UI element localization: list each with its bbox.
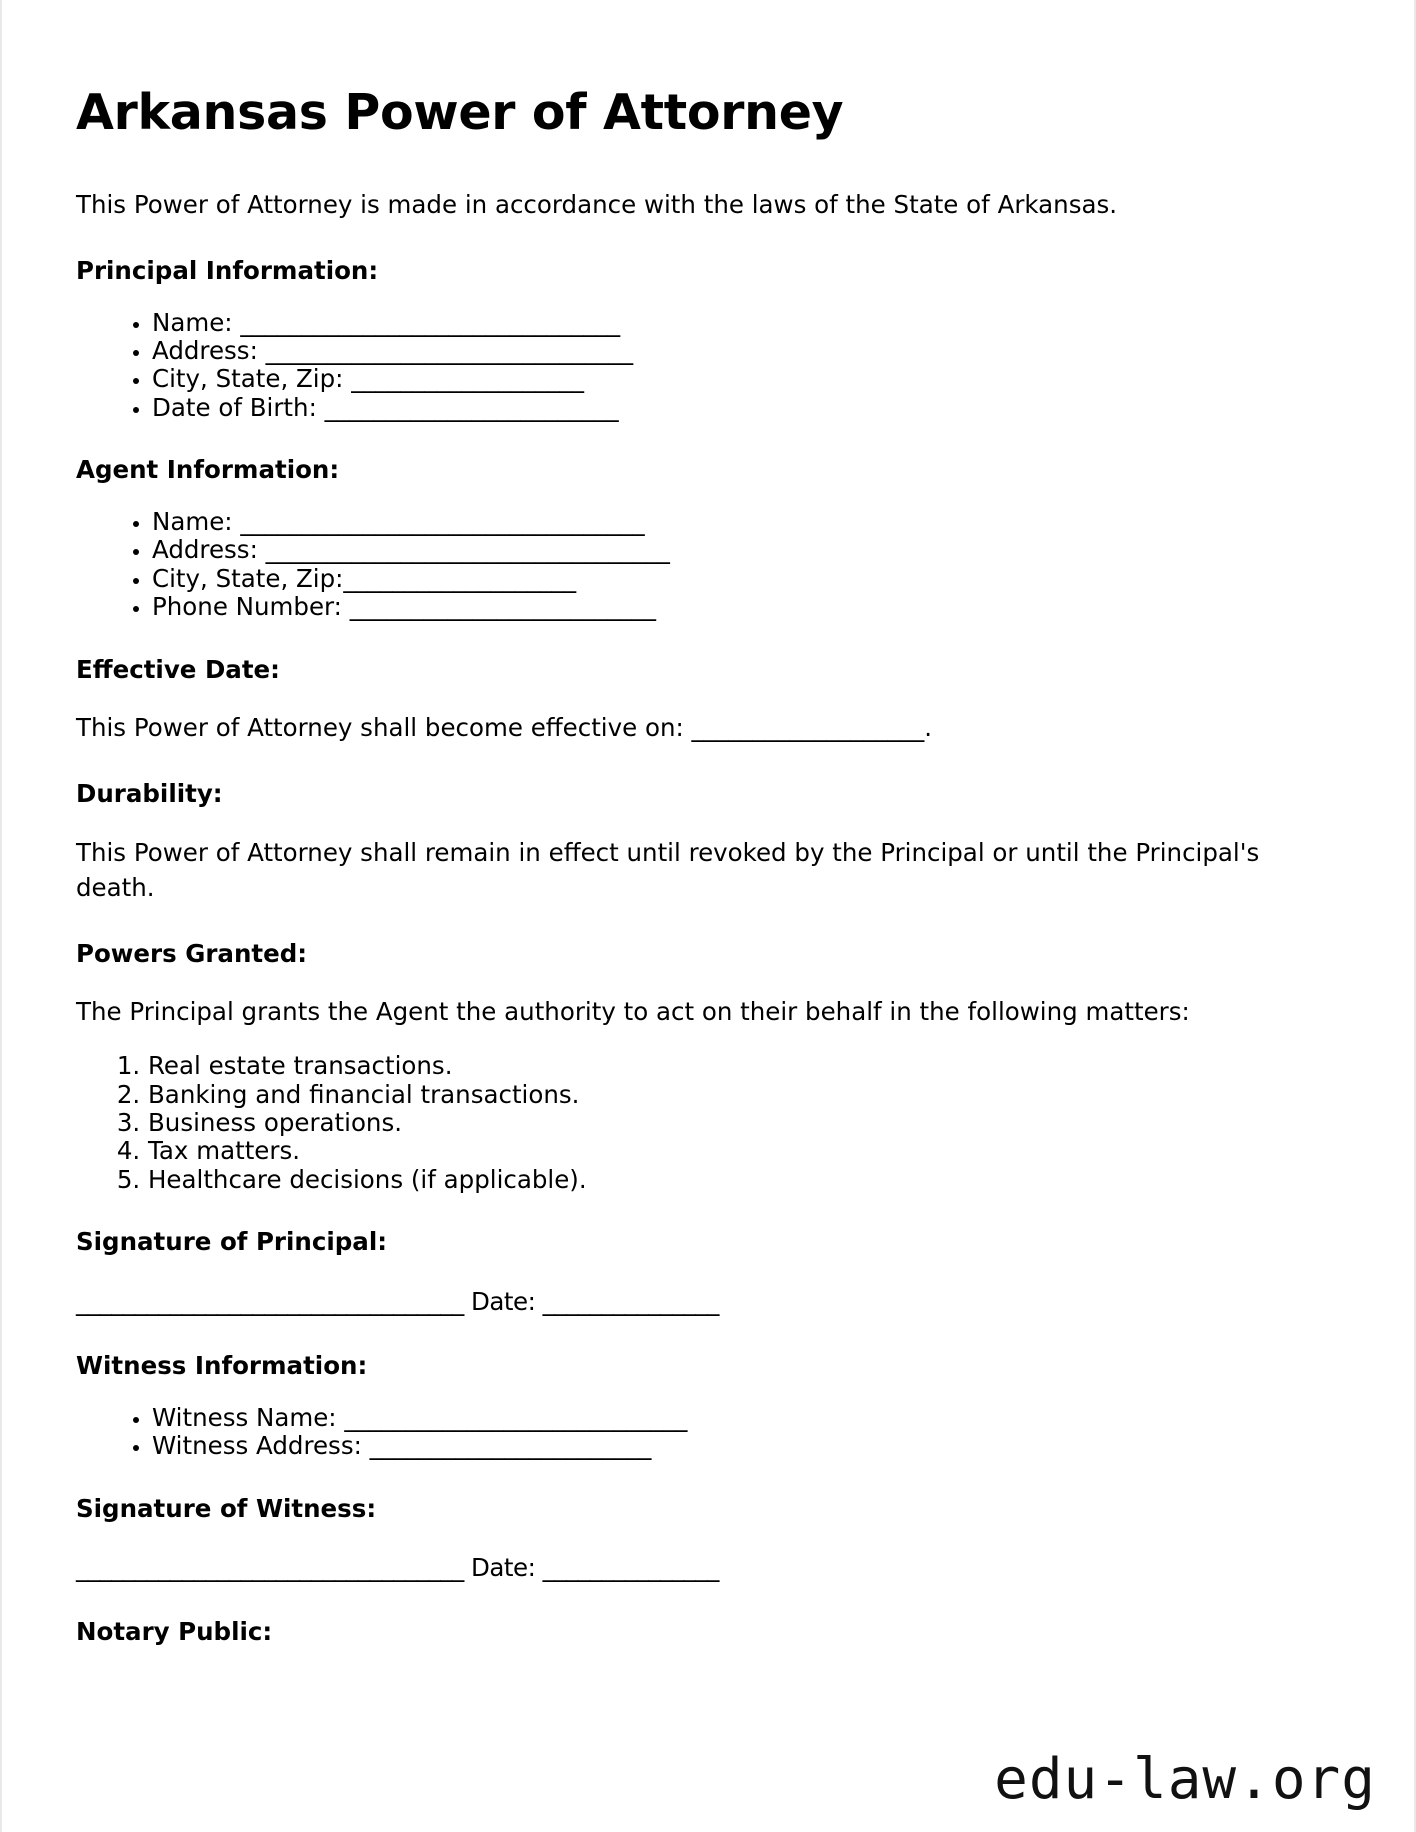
witness-signature-date-line: _________________________________ Date: _______________: [76, 1553, 719, 1583]
list-item: • Date of Birth: ________________________: [152, 394, 1346, 422]
section-heading-effective-date: Effective Date:: [76, 654, 280, 684]
page-title: Arkansas Power of Attorney: [76, 84, 844, 141]
list-item: • Phone Number: _________________________: [152, 593, 1346, 621]
site-watermark: edu-law.org: [994, 1747, 1376, 1812]
list-item: • Witness Address: _______________________: [152, 1432, 1346, 1460]
section-heading-durability: Durability:: [76, 779, 223, 809]
section-heading-principal-information: Principal Information:: [76, 255, 379, 285]
intro-paragraph: This Power of Attorney is made in accordance with the laws of the State of Arkansas.: [76, 189, 1118, 219]
list-item: 3. Business operations.: [148, 1109, 1346, 1137]
section-heading-signature-of-witness: Signature of Witness:: [76, 1493, 377, 1523]
list-item: • City, State, Zip:___________________: [152, 565, 1346, 593]
list-item: 2. Banking and financial transactions.: [148, 1081, 1346, 1109]
list-item: 1. Real estate transactions.: [148, 1052, 1346, 1080]
section-heading-witness-information: Witness Information:: [76, 1350, 368, 1380]
list-item: • Witness Name: ____________________________: [152, 1404, 1346, 1432]
list-item: 5. Healthcare decisions (if applicable).: [148, 1166, 1346, 1194]
principal-signature-date-line: _________________________________ Date: _______________: [76, 1287, 719, 1317]
list-item: • City, State, Zip: ___________________: [152, 365, 1346, 393]
section-heading-agent-information: Agent Information:: [76, 455, 340, 485]
powers-granted-list: [76, 1030, 1346, 1194]
section-heading-signature-of-principal: Signature of Principal:: [76, 1227, 388, 1257]
principal-information-list: [76, 287, 1346, 423]
section-heading-notary-public: Notary Public:: [76, 1617, 273, 1647]
agent-information-list: [76, 486, 1346, 622]
list-item: 4. Tax matters.: [148, 1137, 1346, 1165]
durability-text: This Power of Attorney shall remain in effect until revoked by the Principal or until the Principal's death.: [76, 838, 1260, 902]
document-content: [76, 0, 1346, 1648]
list-item: • Name: _________________________________: [152, 508, 1346, 536]
list-item: • Address: _________________________________: [152, 536, 1346, 564]
powers-granted-intro: The Principal grants the Agent the authority to act on their behalf in the following matters:: [76, 997, 1190, 1027]
effective-date-text: This Power of Attorney shall become effective on: ___________________.: [76, 713, 933, 743]
list-item: • Address: ______________________________: [152, 337, 1346, 365]
list-item: • Name: _______________________________: [152, 309, 1346, 337]
witness-information-list: [76, 1382, 1346, 1461]
section-heading-powers-granted: Powers Granted:: [76, 938, 308, 968]
